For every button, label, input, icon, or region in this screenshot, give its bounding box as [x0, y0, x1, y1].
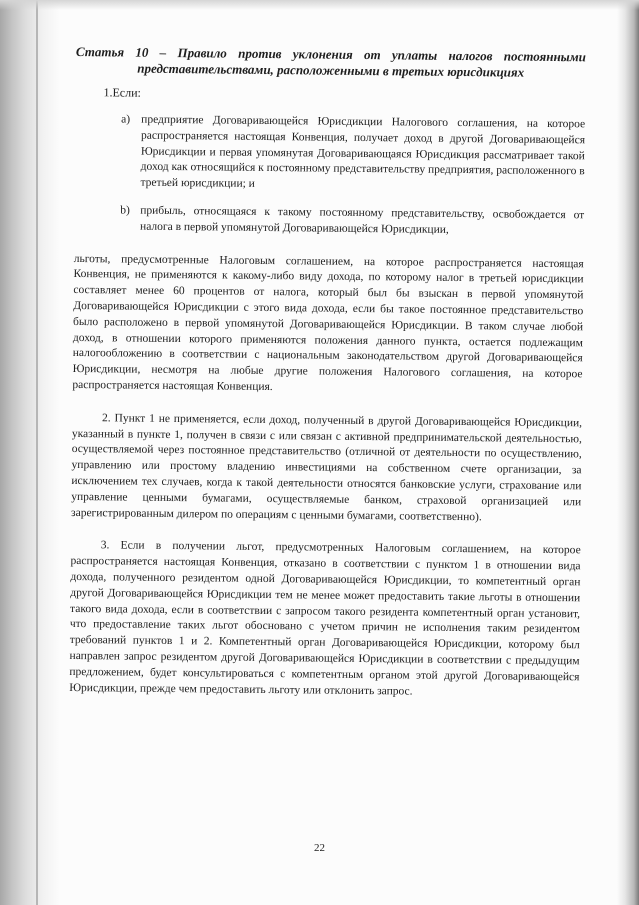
list-item-a-text: предприятие Договаривающейся Юрисдикции Налогового соглашения, на которое распространяется настоящая Конвенция, получает доход в другой Договаривающейся Юрисдикции и первая упомянутая Договаривающаяся Юрисдикция рассматривает такой доход как относящийся к постоянному представительству предприятия, расположенного в третьей юрисдикции; и	[140, 113, 586, 191]
binding-edge	[36, 0, 38, 905]
scan-shadow-top	[0, 0, 639, 10]
paragraph-1-continuation: льготы, предусмотренные Налоговым соглашением, на которое распространяется настоящая Конвенция, не применяются к какому-либо виду дохода, по которому налог в третьей юрисдикции составляет менее 60 процентов от налога, который был бы взыскан в первой упомянутой Договаривающейся Юрисдикции с этого вида дохода, если бы такое постоянное представительство было расположено в первой упомянутой Договаривающейся Юрисдикции. В таком случае любой доход, в отношении которого применяются положения данного пункта, остается подлежащим налогообложению в соответствии с национальным законодательством другой Договаривающейся Юрисдикции, несмотря на любые другие положения Налогового соглашения, на которое распространяется настоящая Конвенция.	[72, 252, 584, 394]
scan-shadow-right	[617, 0, 639, 905]
paragraph-1-intro: 1.Если:	[103, 85, 141, 100]
list-marker-b: b)	[120, 204, 130, 217]
list-item-b-text: прибыль, относящаяся к такому постоянному представительству, освобождается от налога в первой упомянутой Договаривающейся Юрисдикции,	[140, 204, 585, 236]
list-item-a	[74, 112, 585, 196]
scan-shadow-left	[0, 0, 60, 905]
document-body	[69, 44, 586, 702]
article-title: Статья 10 – Правило против уклонения от уплаты налогов постоянными представительствами, расположенными в третьих юрисдикциях	[75, 44, 586, 80]
list-marker-a: a)	[121, 113, 131, 126]
paragraph-3: 3. Если в получении льгот, предусмотренных Налоговым соглашением, на которое распространяется настоящая Конвенция, отказано в соответствии с пунктом 1 в отношении вида дохода, полученного резидентом одной Договаривающейся Юрисдикции, то компетентный орган другой Договаривающейся Юрисдикции тем не менее может предоставить такие льготы в отношении такого вида дохода, если в соответствии с запросом такого резидента компетентный орган установит, что предоставление таких льгот обосновано с учетом причин не исполнения таким резидентом требований пунктов 1 и 2. Компетентный орган Договаривающейся Юрисдикции, которому был направлен запрос резидентом другой Договаривающейся Юрисдикции в соответствии с предыдущим предложением, будет консультироваться с компетентным органом этой другой Договаривающейся Юрисдикции, прежде чем предоставить льготу или отклонить запрос.	[69, 539, 581, 698]
paragraph-2: 2. Пункт 1 не применяется, если доход, полученный в другой Договаривающейся Юрисдикции, указанный в пункте 1, получен в связи с или связан с активной предпринимательской деятельностью, осуществляемой через постоянное представительство (отличной от деятельности по осуществлению, управлению или простому владению инвестициями на собственном счете организации, за исключением тех случаев, когда к такой деятельности относятся банковские услуги, страхование или управление ценными бумагами, осуществляемые банком, страховой организацией или зарегистрированным дилером по операциям с ценными бумагами, соответственно).	[71, 412, 583, 523]
list-item-b	[74, 203, 584, 240]
page-number: 22	[314, 842, 325, 854]
